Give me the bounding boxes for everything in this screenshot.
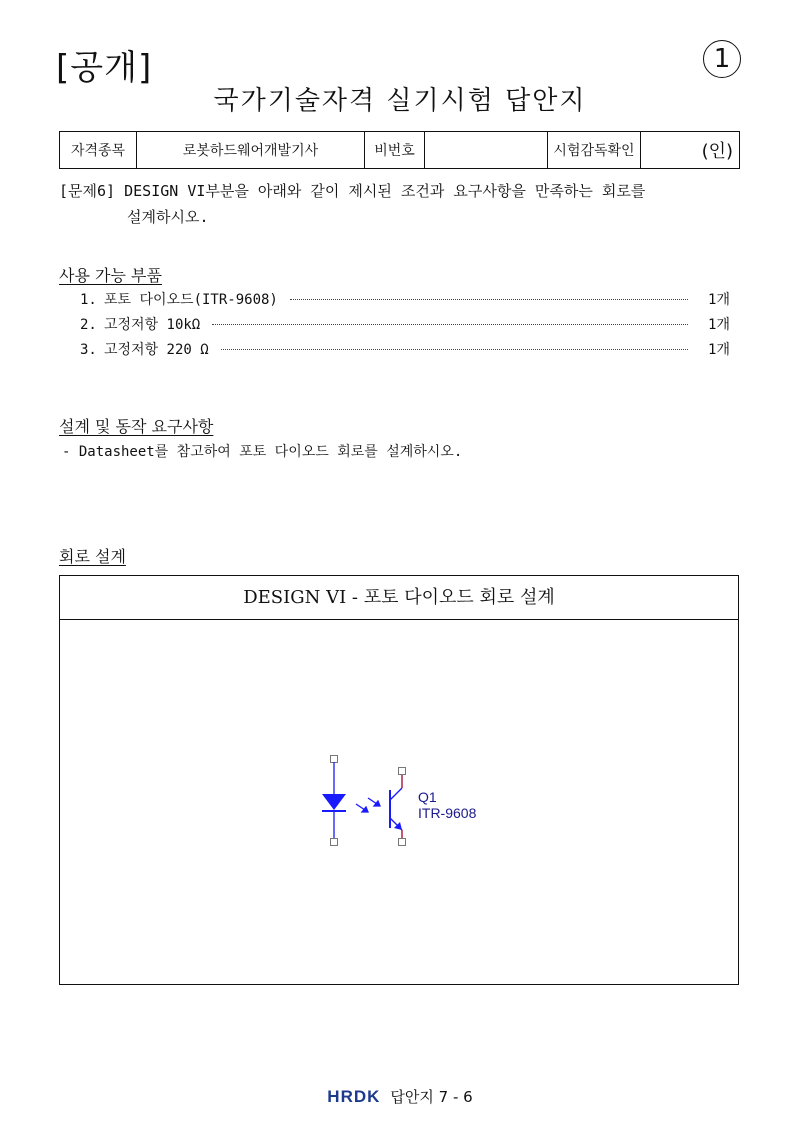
leader-dots xyxy=(221,349,688,350)
problem-line2: 설계하시오. xyxy=(127,208,209,226)
hrdk-logo: HRDK xyxy=(327,1087,381,1106)
seal: (인) xyxy=(641,132,740,169)
part-qty: 1개 xyxy=(708,342,730,358)
problem-number: [문제6] xyxy=(59,182,116,200)
component-ref-label: Q1 xyxy=(418,789,437,805)
transistor-collector xyxy=(390,788,402,800)
supervisor-label: 시험감독확인 xyxy=(548,132,641,169)
component-part-label: ITR-9608 xyxy=(418,805,477,821)
part-name: 고정저항 10kΩ xyxy=(104,317,201,333)
design-box-title: DESIGN VI - 포토 다이오드 회로 설계 xyxy=(60,576,738,620)
id-label: 비번호 xyxy=(365,132,425,169)
parts-list xyxy=(80,289,730,364)
part-name: 고정저항 220 Ω xyxy=(104,342,209,358)
page-number-circle: 1 xyxy=(703,40,741,78)
photo-interrupter-schematic xyxy=(306,742,496,862)
footer xyxy=(0,1086,800,1107)
design-box xyxy=(59,575,739,985)
page-title: 국가기술자격 실기시험 답안지 xyxy=(213,86,587,116)
problem-line1: DESIGN VI부분을 아래와 같이 제시된 조건과 요구사항을 만족하는 회로를 xyxy=(124,182,646,200)
problem-statement xyxy=(59,178,749,230)
part-qty: 1개 xyxy=(708,292,730,308)
public-tag: [공개] xyxy=(56,48,153,88)
list-item: 2. 고정저항 10kΩ 1개 xyxy=(80,314,730,339)
list-item: 1. 포토 다이오드(ITR-9608) 1개 xyxy=(80,289,730,314)
design-heading: 회로 설계 xyxy=(59,547,126,566)
parts-heading: 사용 가능 부품 xyxy=(59,266,162,285)
id-value[interactable] xyxy=(425,132,548,169)
info-table xyxy=(59,131,740,169)
leader-dots xyxy=(212,324,688,325)
led-anode-pin xyxy=(331,756,338,763)
requirements-heading: 설계 및 동작 요구사항 xyxy=(59,417,214,436)
part-qty: 1개 xyxy=(708,317,730,333)
field-label: 자격종목 xyxy=(60,132,137,169)
emitter-pin xyxy=(399,839,406,846)
collector-pin xyxy=(399,768,406,775)
leader-dots xyxy=(290,299,688,300)
footer-page-text: 답안지 7 - 6 xyxy=(390,1088,473,1106)
list-item: 3. 고정저항 220 Ω 1개 xyxy=(80,339,730,364)
part-name: 포토 다이오드(ITR-9608) xyxy=(104,292,278,308)
requirements-text: - Datasheet를 참고하여 포토 다이오드 회로를 설계하시오. xyxy=(62,444,463,460)
field-value: 로봇하드웨어개발기사 xyxy=(137,132,365,169)
led-cathode-pin xyxy=(331,839,338,846)
led-triangle xyxy=(322,794,346,810)
light-arrows-icon xyxy=(356,798,380,812)
